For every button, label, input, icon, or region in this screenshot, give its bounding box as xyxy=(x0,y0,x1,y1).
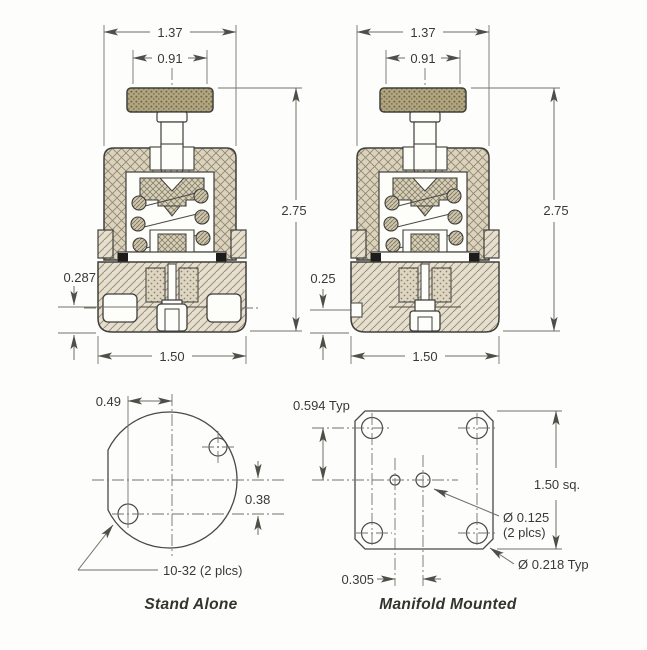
thread-callout-label: 10-32 (2 plcs) xyxy=(163,563,243,578)
dim-knob-width-label: 0.91 xyxy=(410,51,436,66)
port-dia-label: Ø 0.125 xyxy=(503,510,550,525)
dim-port-offset-label: 0.287 xyxy=(63,270,96,285)
caption-manifold-mounted: Manifold Mounted xyxy=(379,596,517,613)
caption-stand-alone: Stand Alone xyxy=(144,596,238,613)
dim-base-width-label: 1.50 xyxy=(159,349,185,364)
dim-knob-width-label: 0.91 xyxy=(157,51,183,66)
dim-port-spacing-label: 0.305 xyxy=(341,572,374,587)
valve-cross-section xyxy=(351,68,499,332)
corner-dia-label: Ø 0.218 Typ xyxy=(518,557,589,572)
bottom-view-manifold xyxy=(293,398,589,613)
dim-base-width-label: 1.50 xyxy=(412,349,438,364)
dim-height-label: 2.75 xyxy=(543,203,569,218)
port-dia-qty-label: (2 plcs) xyxy=(503,525,546,540)
dim-body-width-label: 1.37 xyxy=(157,25,183,40)
dim-hole-y-label: 0.38 xyxy=(245,492,271,507)
bottom-view-stand-alone xyxy=(78,394,284,613)
section-view-stand-alone xyxy=(58,25,307,364)
dim-corner-offset-label: 0.594 Typ xyxy=(293,398,350,413)
side-port-left xyxy=(103,294,137,322)
valve-cross-section xyxy=(98,68,246,332)
dim-body-width-label: 1.37 xyxy=(410,25,436,40)
dim-square-size-label: 1.50 sq. xyxy=(533,477,581,492)
section-view-manifold xyxy=(310,25,569,364)
dim-step-label: 0.25 xyxy=(310,271,336,286)
mount-step xyxy=(351,303,362,317)
side-port-right xyxy=(207,294,241,322)
dim-height-label: 2.75 xyxy=(281,203,307,218)
dim-hole-x-label: 0.49 xyxy=(95,394,121,409)
